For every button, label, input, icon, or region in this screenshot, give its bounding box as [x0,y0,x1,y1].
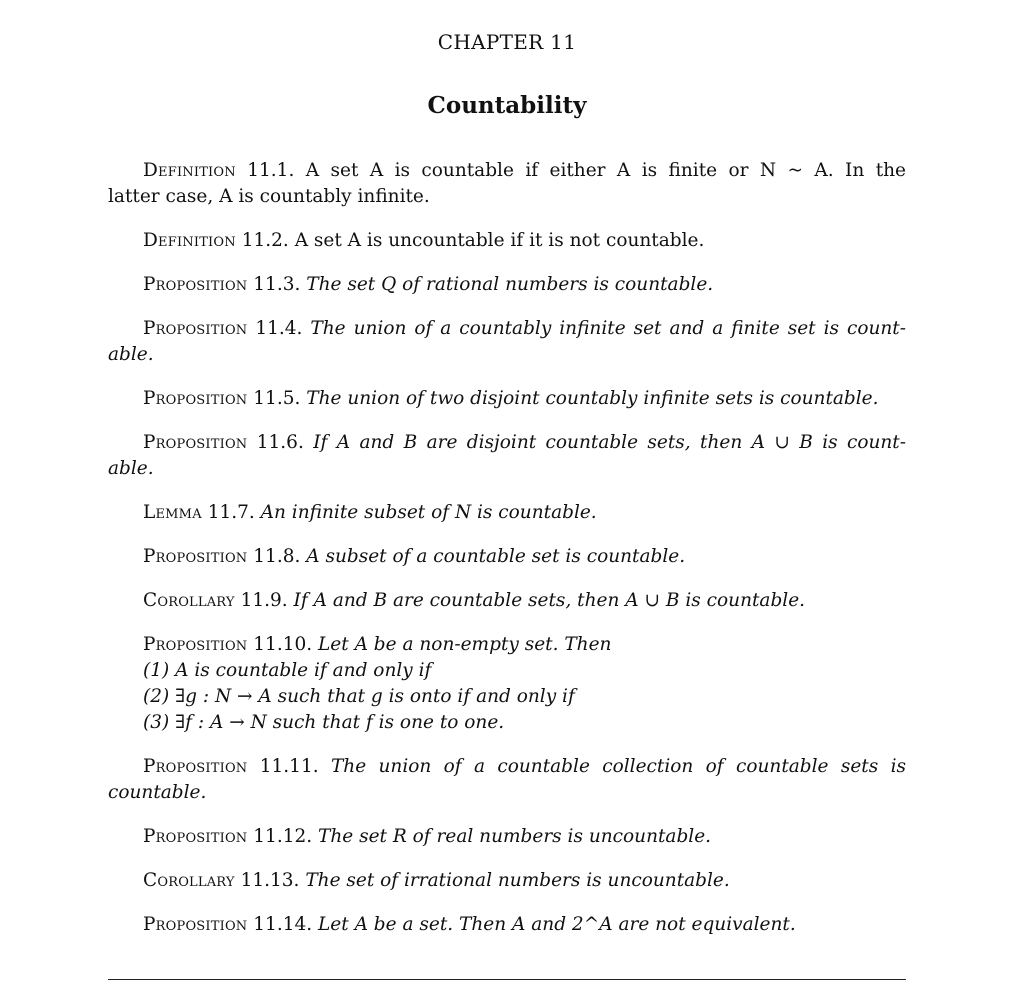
entry-line: Definition 11.1. A set A is countable if either A is finite or N ~ A. In the [143,160,906,181]
chapter-label: CHAPTER 11 [437,30,577,54]
list-item: (3) ∃f : A → N such that f is one to one. [143,712,505,733]
corollary-11-9: Corollary 11.9. If A and B are countable sets, then A ∪ B is countable. [143,590,806,611]
proposition-11-5: Proposition 11.5. The union of two disjoint countably infinite sets is countable. [143,388,879,409]
entry-line: latter case, A is countably infinite. [108,186,430,207]
list-item: (1) A is countable if and only if [143,660,432,681]
proposition-11-14: Proposition 11.14. Let A be a set. Then A and 2^A are not equivalent. [143,914,796,935]
definition-11-1 [108,158,906,210]
definition-11-2: Definition 11.2. A set A is uncountable if it is not countable. [143,230,705,251]
chapter-title: Countability [427,92,587,119]
proposition-11-12: Proposition 11.12. The set R of real numbers is uncountable. [143,826,712,847]
proposition-11-6: Proposition 11.6. If A and B are disjoint countable sets, then A ∪ B is count- able. [108,432,906,479]
lemma-11-7: Lemma 11.7. An infinite subset of N is countable. [143,502,597,523]
proposition-11-11: Proposition 11.11. The union of a countable collection of countable sets is countable. [108,756,906,803]
proposition-11-3: Proposition 11.3. The set Q of rational numbers is countable. [143,274,714,295]
footer-rule [108,979,906,980]
theorem-list [108,158,906,956]
proposition-11-8: Proposition 11.8. A subset of a countable set is countable. [143,546,686,567]
proposition-11-10: Proposition 11.10. Let A be a non-empty set. Then (1) A is countable if and only if (2) ∃g : N → A such that g is onto if and only if (3) ∃f : A → N such that f is one to one. [108,632,906,736]
list-item: (2) ∃g : N → A such that g is onto if and only if [143,686,575,707]
proposition-11-4: Proposition 11.4. The union of a countably infinite set and a finite set is count- able. [108,318,906,365]
corollary-11-13: Corollary 11.13. The set of irrational numbers is uncountable. [143,870,730,891]
